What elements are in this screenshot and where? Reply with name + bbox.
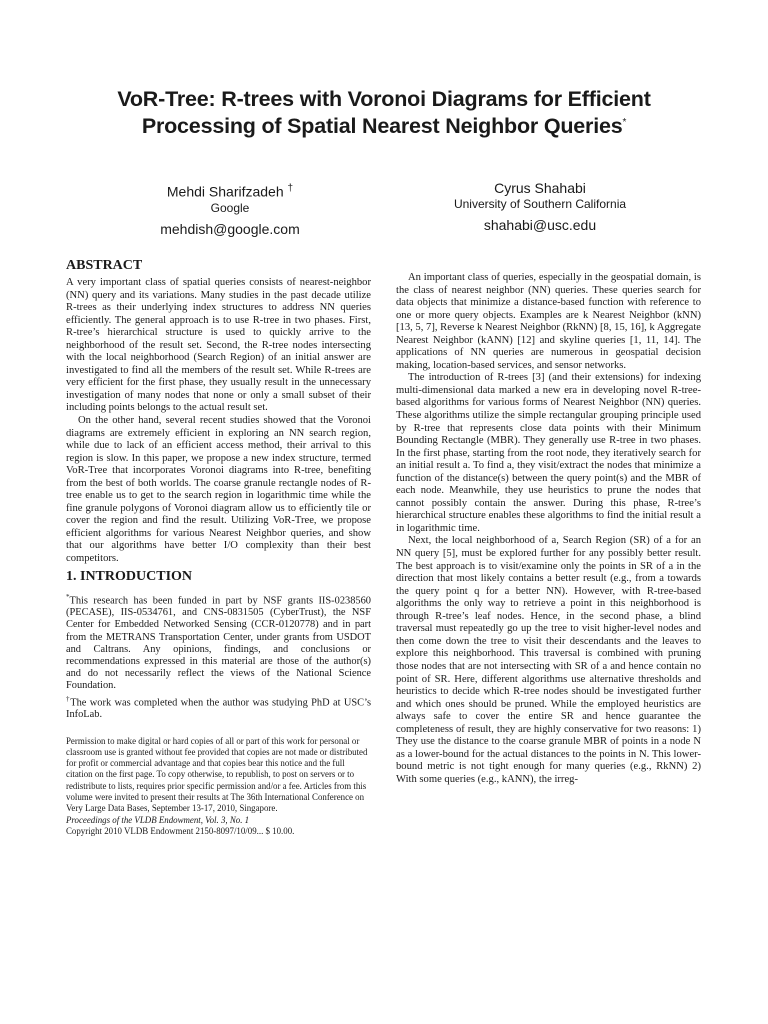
right-column	[396, 272, 701, 786]
author-block-2	[390, 180, 690, 234]
intro-paragraph-2: The introduction of R-trees [3] (and their extensions) for indexing multi-dimensional data marked a new era in developing novel R-tree-based algorithms for various forms of Nearest Neighbor (NN) queries. These algorithms utilize the simple rectangular grouping principle used by R-tree that represents close data points with their Minimum Bounding Rectangle (MBR). They generally use R-tree in two phases. In the first phase, starting from the root node, they iteratively search for an initial result a. To find a, they visit/extract the nodes that minimize a function of the distance(s) between the query point(s) and the MBR of each node. Meanwhile, they use heuristics to prune the nodes that cannot possibly contain the answer. During this phase, R-tree’s hierarchical structure enables these algorithms to find the initial result a in logarithmic time.	[396, 372, 701, 534]
author-affiliation: Google	[210, 200, 250, 215]
title-line-2: Processing of Spatial Nearest Neighbor Queries*	[141, 114, 627, 138]
proceedings-line: Proceedings of the VLDB Endowment, Vol. 3, No. 1	[66, 814, 250, 825]
abstract-heading: ABSTRACT	[66, 258, 143, 273]
permission-text: Permission to make digital or hard copies of all or part of this work for personal or classroom use is granted without fee provided that copies are not made or distributed for profit or commercial advantage and that copies bear this notice and the full citation on the first page. To copy otherwise, to republish, to post on servers or to redistribute to lists, requires prior specific permission and/or a fee. Articles from this volume were invited to present their results at The 36th International Conference on Very Large Data Bases, September 13-17, 2010, Singapore.	[66, 735, 368, 814]
author-name: Mehdi Sharifzadeh †	[166, 183, 294, 200]
paper-title	[60, 86, 708, 140]
title-footnote-mark: *	[622, 116, 627, 128]
author-email: shahabi@usc.edu	[483, 217, 597, 233]
intro-paragraph-1: An important class of queries, especially in the geospatial domain, is the class of nearest neighbor (NN) queries. These queries search for data objects that minimize a distance-based function with reference to one or more query objects. Examples are k Nearest Neighbor (kNN) [13, 5, 7], Reverse k Nearest Neighbor (RkNN) [8, 15, 16], k Aggregate Nearest Neighbor (kANN) [12] and skyline queries [1, 11, 14]. The applications of NN queries are numerous in geospatial decision making, location-based services, and sensor networks.	[396, 272, 701, 371]
permission-block	[66, 736, 371, 838]
left-column	[66, 258, 371, 837]
abstract-paragraph-2: On the other hand, several recent studies showed that the Voronoi diagrams are extremely efficient in exploring an NN search region, while due to lack of an efficient access method, their arrival to this region is slow. In this paper, we propose a new index structure, termed VoR-Tree that incorporates Voronoi diagrams into R-tree, benefiting from the best of both worlds. The coarse granule rectangle nodes of R-tree enable us to get to the search region in logarithmic time while the fine granule polygons of Voronoi diagram allow us to efficiently tile or cover the region and find the result. Utilizing VoR-Tree, we propose efficient algorithms for various Nearest Neighbor queries, and show that our algorithms have better I/O complexity than their best competitors.	[66, 415, 371, 565]
funding-footnote: *This research has been funded in part by NSF grants IIS-0238560 (PECASE), IIS-0534761, and CNS-0831505 (CyberTrust), the NSF Center for Embedded Networked Sensing (CCR-0120778) and in part from the METRANS Transportation Center, under grants from USDOT and Caltrans. Any opinions, findings, and conclusions or recommendations expressed in this material are those of the author(s) and do not necessarily reflect the views of the National Science Foundation.	[66, 592, 371, 692]
author-footnote: †The work was completed when the author was studying PhD at USC’s InfoLab.	[66, 694, 371, 721]
title-line-1: VoR-Tree: R-trees with Voronoi Diagrams for Efficient	[117, 87, 651, 111]
author-block-1	[80, 180, 380, 238]
abstract-paragraph-1: A very important class of spatial queries consists of nearest-neighbor (NN) query and its variations. Many studies in the past decade utilize R-trees as their underlying index structures to address NN queries efficiently. The general approach is to use R-tree in two phases. First, R-tree’s hierarchical structure is used to quickly arrive to the neighborhood of the result set. Second, the R-tree nodes intersecting with the local neighborhood (Search Region) of an initial answer are investigated to find all the members of the result set. While R-trees are very efficient for the first phase, they usually result in the unnecessary investigation of many nodes that none or only a small subset of their including points belongs to the actual result set.	[66, 277, 371, 414]
author-affiliation: University of Southern California	[453, 197, 627, 211]
author-name: Cyrus Shahabi	[494, 180, 586, 196]
footnote-mark: †	[66, 694, 71, 703]
intro-paragraph-3: Next, the local neighborhood of a, Search Region (SR) of a for an NN query [5], must be explored further for any possibly better result. The best approach is to visit/examine only the points in SR of a in the direction that most likely contains a better result (e.g., from a towards the query point q for a better NN). However, with R-tree-based algorithms the only way to retrieve a point in this neighborhood is through R-tree’s leaf nodes. Hence, in the second phase, a blind traversal must repeatedly go up the tree to visit higher-level nodes and then come down the tree to visit their descendants and the leaves to explore this neighborhood. This traversal is combined with pruning those nodes that are not intersecting with SR of a and hence contain no point of SR. Here, different algorithms use alternative thresholds and heuristics to decide which R-tree nodes should be investigated further and which ones should be pruned. While the employed heuristics are always safe to cover the entire SR and hence guarantee the completeness of result, they are highly conservative for two reasons: 1) They use the distance to the coarse granule MBR of points in a node N as a lower-bound for the actual distances to the points in N. This lower-bound metric is not tight enough for many queries (e.g., RkNN) 2) With some queries (e.g., kANN), the irreg-	[396, 535, 701, 785]
author-email: mehdish@google.com	[160, 220, 300, 237]
footnote-mark: *	[66, 592, 70, 601]
author-footnote-mark: †	[287, 183, 294, 194]
copyright-line: Copyright 2010 VLDB Endowment 2150-8097/10/09... $ 10.00.	[66, 825, 295, 836]
introduction-heading: 1. INTRODUCTION	[66, 568, 193, 584]
